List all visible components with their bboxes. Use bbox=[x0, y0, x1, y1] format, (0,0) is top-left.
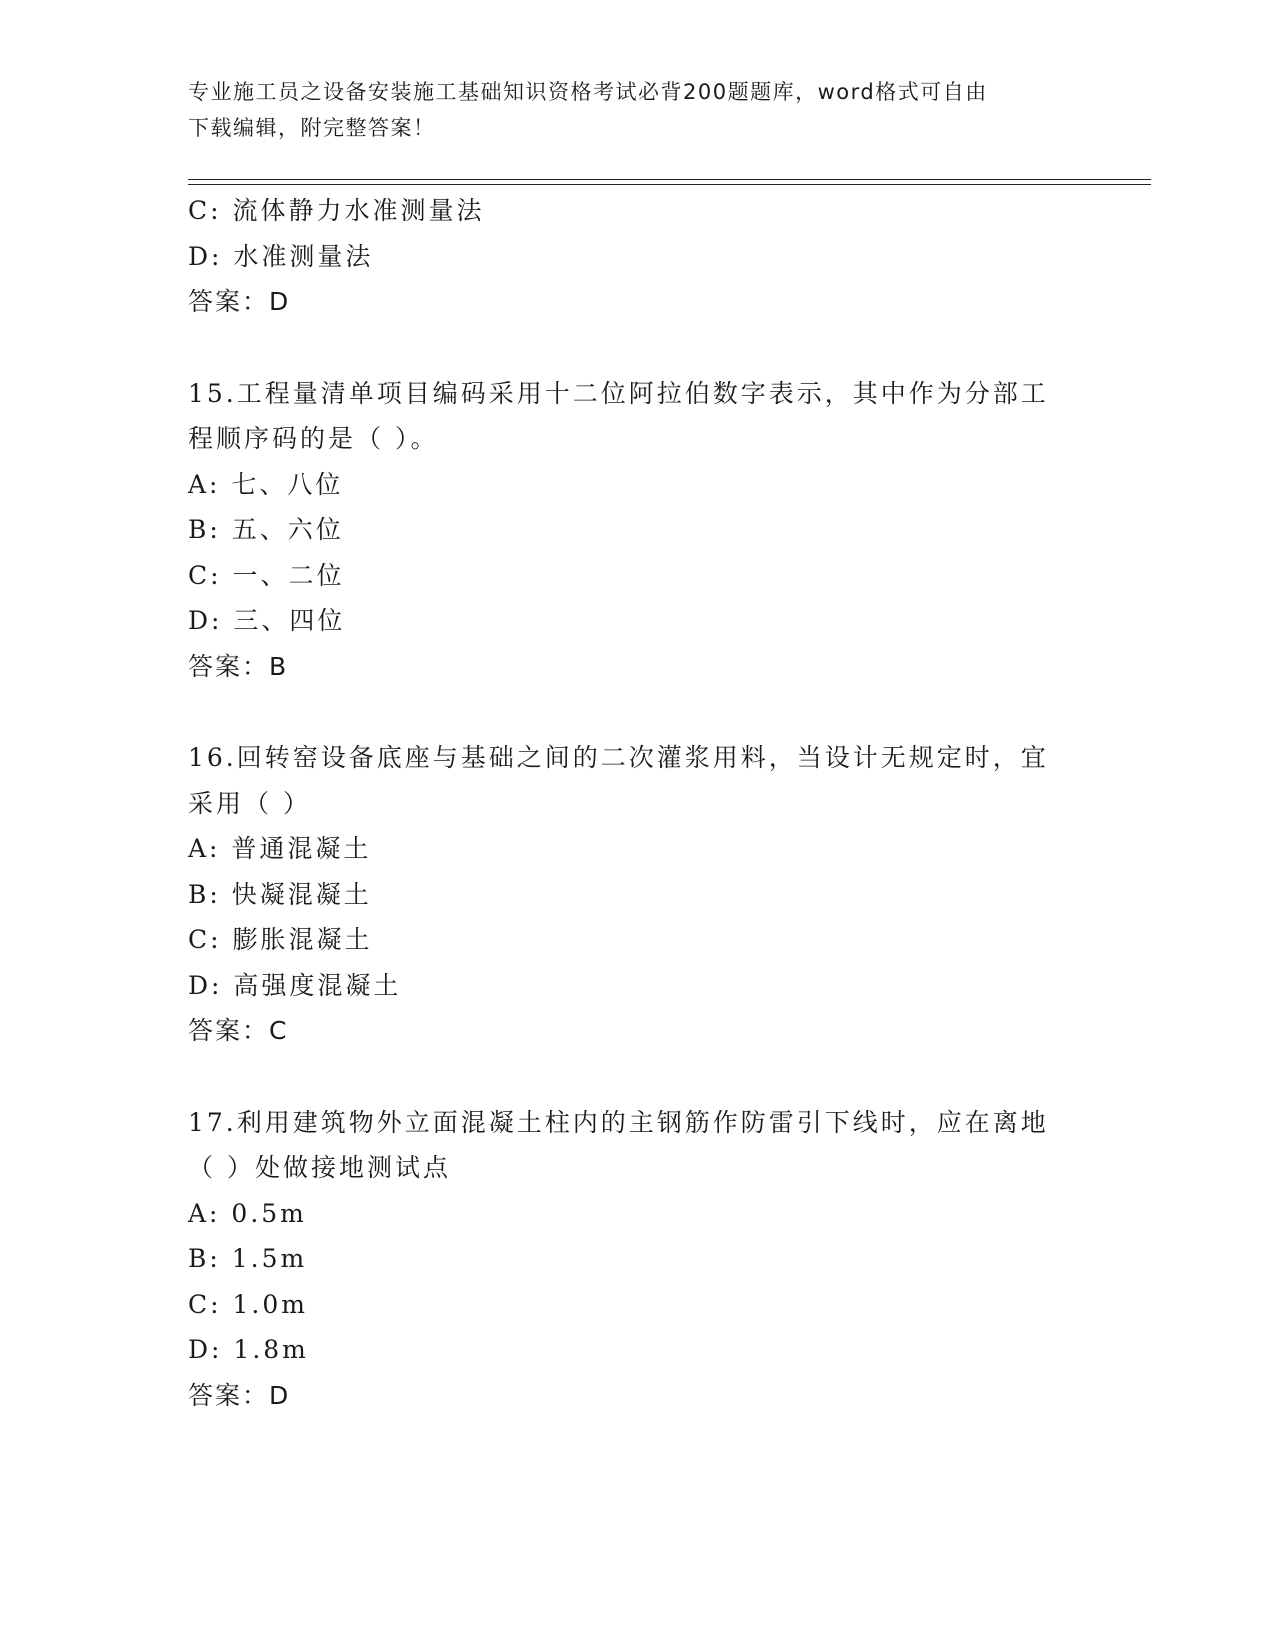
option-b: B: 1.5m bbox=[188, 1244, 308, 1273]
question-stem: （ ）处做接地测试点 bbox=[188, 1153, 451, 1182]
answer-line: 答案：B bbox=[188, 651, 289, 681]
option-a: A: 七、八位 bbox=[188, 469, 344, 499]
question-stem: 17.利用建筑物外立面混凝土柱内的主钢筋作防雷引下线时，应在离地 bbox=[188, 1107, 1049, 1137]
option-a: A: 普通混凝土 bbox=[188, 834, 372, 863]
answer-line: 答案：C bbox=[188, 1016, 289, 1045]
option-d: D: 三、四位 bbox=[188, 606, 346, 635]
answer-line: 答案：D bbox=[188, 1380, 291, 1410]
header-line-2: 下载编辑，附完整答案！ bbox=[188, 116, 436, 140]
answer-line: 答案：D bbox=[188, 287, 291, 316]
option-c: C: 一、二位 bbox=[188, 560, 345, 590]
option-b: B: 五、六位 bbox=[188, 515, 344, 544]
header-divider-bottom bbox=[188, 184, 1151, 185]
option-d: D: 1.8m bbox=[188, 1335, 309, 1364]
header-divider-top bbox=[188, 179, 1151, 180]
spacer bbox=[188, 689, 1088, 735]
option-d: D: 水准测量法 bbox=[188, 241, 374, 271]
option-c: C: 1.0m bbox=[188, 1289, 308, 1319]
option-c: C: 膨胀混凝土 bbox=[188, 925, 373, 954]
question-stem: 16.回转窑设备底座与基础之间的二次灌浆用料，当设计无规定时，宜 bbox=[188, 743, 1049, 772]
option-c: C: 流体静力水准测量法 bbox=[188, 196, 485, 225]
document-header bbox=[188, 74, 1088, 146]
spacer bbox=[188, 325, 1088, 371]
header-line-1: 专业施工员之设备安装施工基础知识资格考试必背200题题库，word格式可自由 bbox=[188, 80, 988, 104]
question-list bbox=[188, 188, 1088, 1418]
option-a: A: 0.5m bbox=[188, 1198, 307, 1228]
question-stem: 15.工程量清单项目编码采用十二位阿拉伯数字表示，其中作为分部工 bbox=[188, 378, 1049, 408]
option-b: B: 快凝混凝土 bbox=[188, 879, 372, 909]
spacer bbox=[188, 1054, 1088, 1100]
option-d: D: 高强度混凝土 bbox=[188, 970, 402, 1000]
question-stem: 程顺序码的是（ ）。 bbox=[188, 424, 439, 453]
question-stem: 采用（ ） bbox=[188, 788, 311, 818]
